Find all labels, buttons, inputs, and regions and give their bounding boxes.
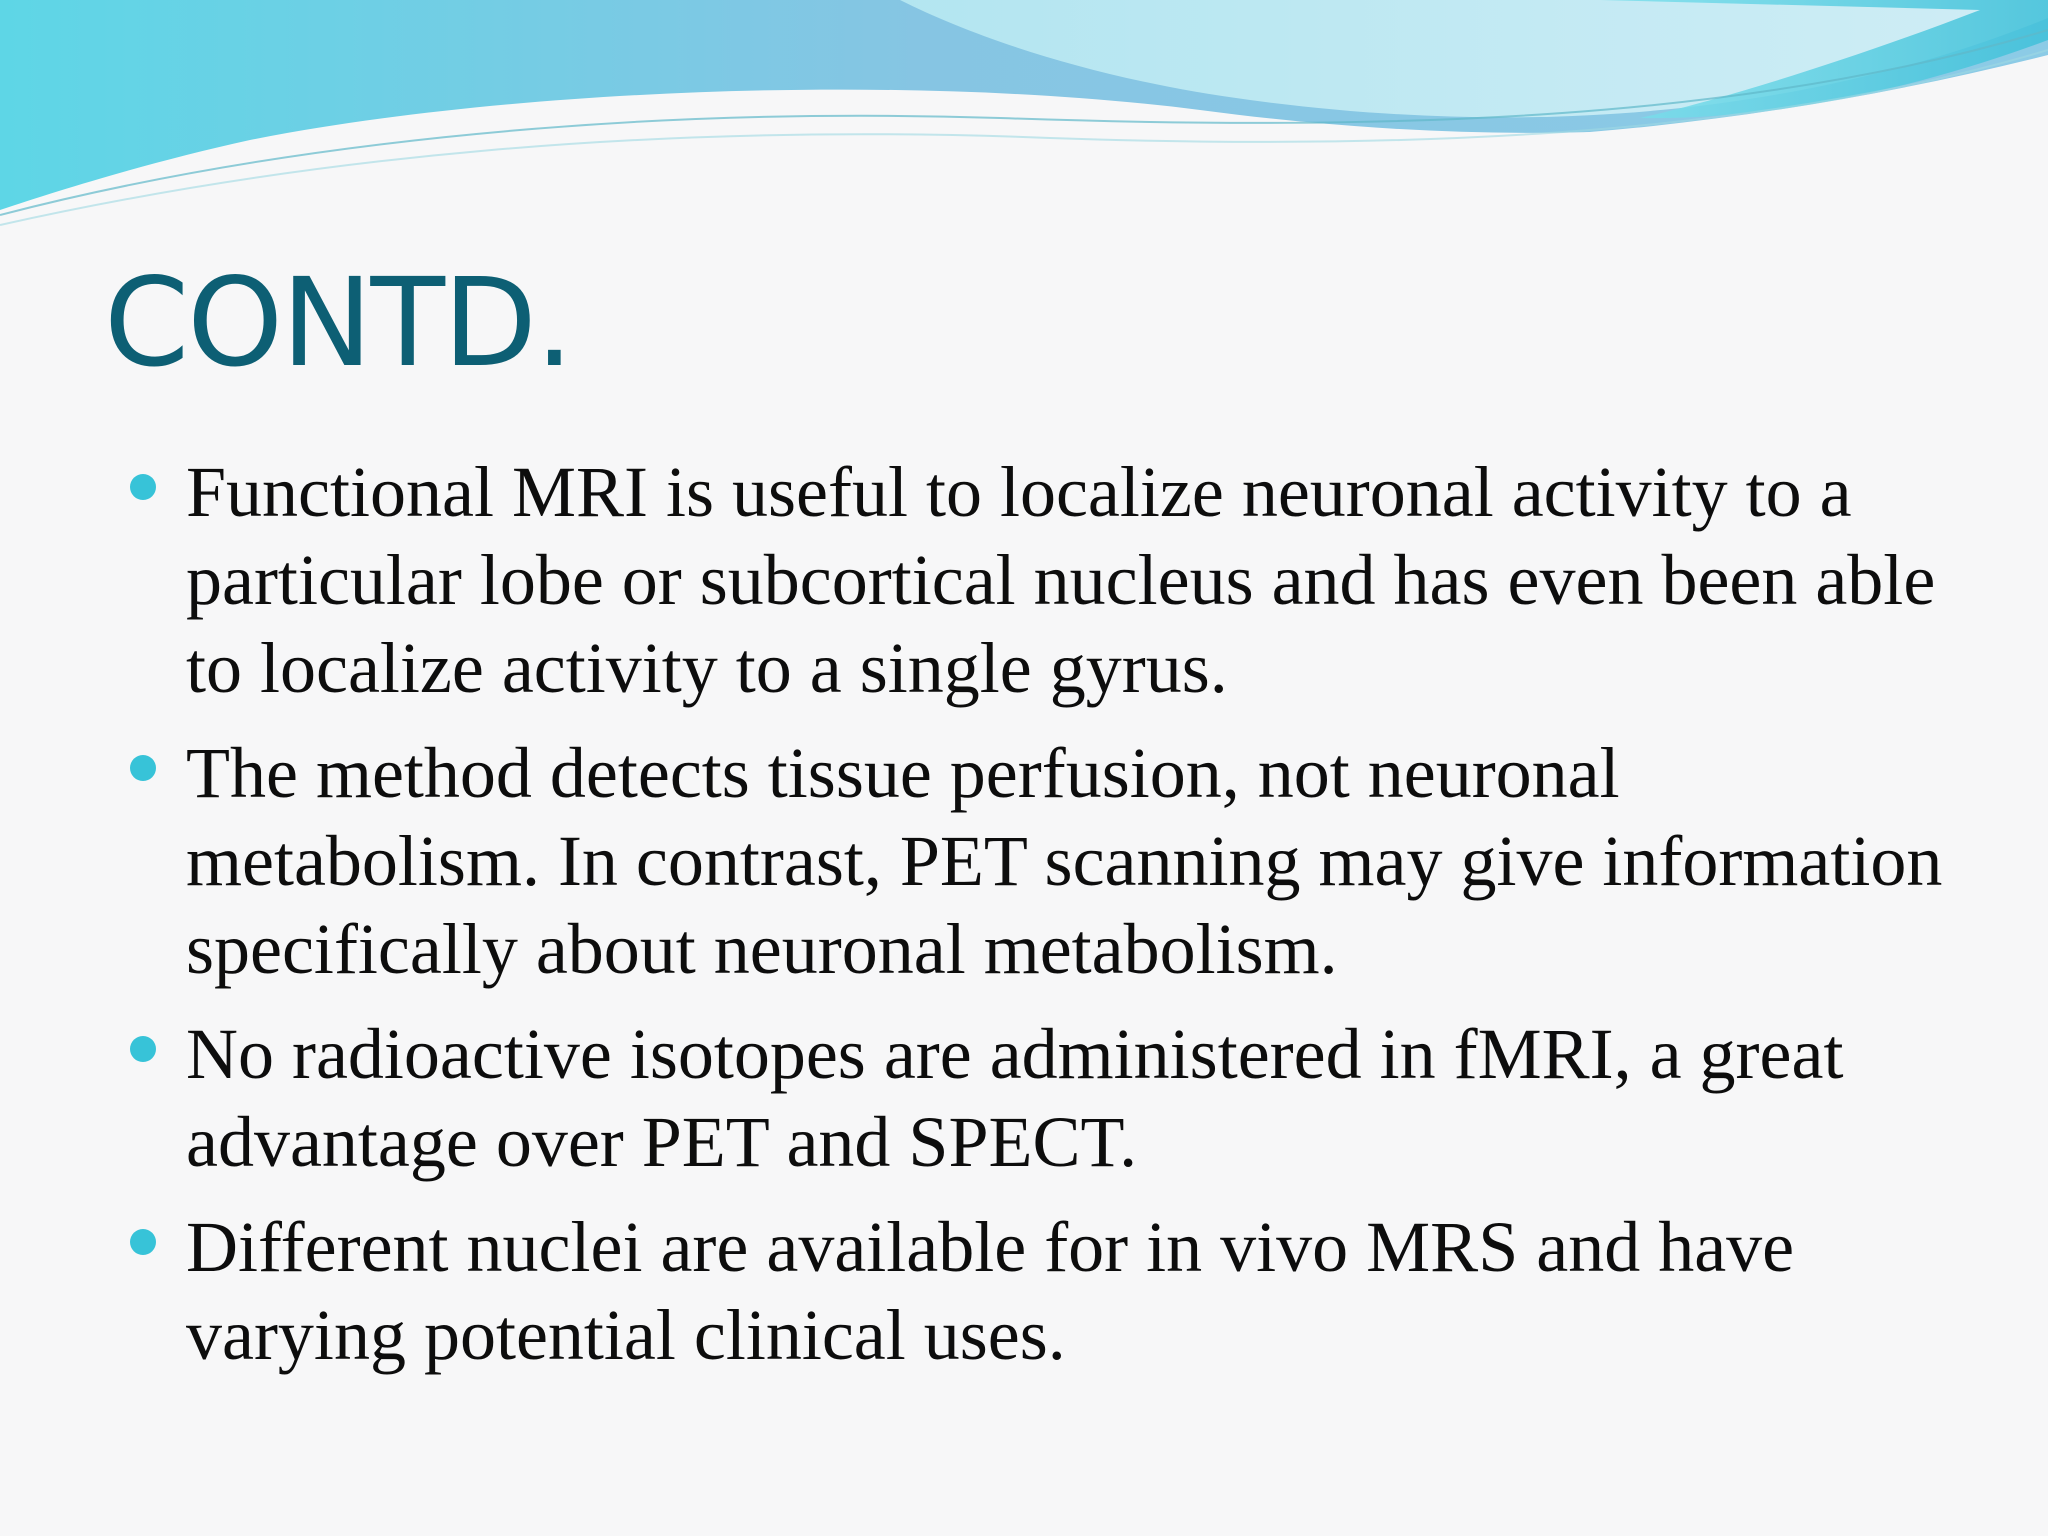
decorative-wave-header [0,0,2048,240]
bullet-text: No radioactive isotopes are administered in fMRI, a great advantage over PET and SPECT. [186,1014,1844,1182]
slide-title: CONTD. [104,252,572,394]
bullet-item [0,1010,2048,1186]
bullet-item [0,1203,2048,1379]
bullet-dot-icon [130,755,156,781]
bullet-item [0,448,2048,712]
bullet-item [0,729,2048,993]
bullet-dot-icon [130,474,156,500]
bullet-text: The method detects tissue perfusion, not neuronal metabolism. In contrast, PET scanning may give information specifically about neuronal metabolism. [186,733,1943,989]
bullet-dot-icon [130,1036,156,1062]
bullet-list [0,448,2048,1396]
bullet-text: Different nuclei are available for in vivo MRS and have varying potential clinical uses. [186,1207,1795,1375]
bullet-dot-icon [130,1229,156,1255]
bullet-text: Functional MRI is useful to localize neuronal activity to a particular lobe or subcortical nucleus and has even been able to localize activity to a single gyrus. [186,452,1936,708]
